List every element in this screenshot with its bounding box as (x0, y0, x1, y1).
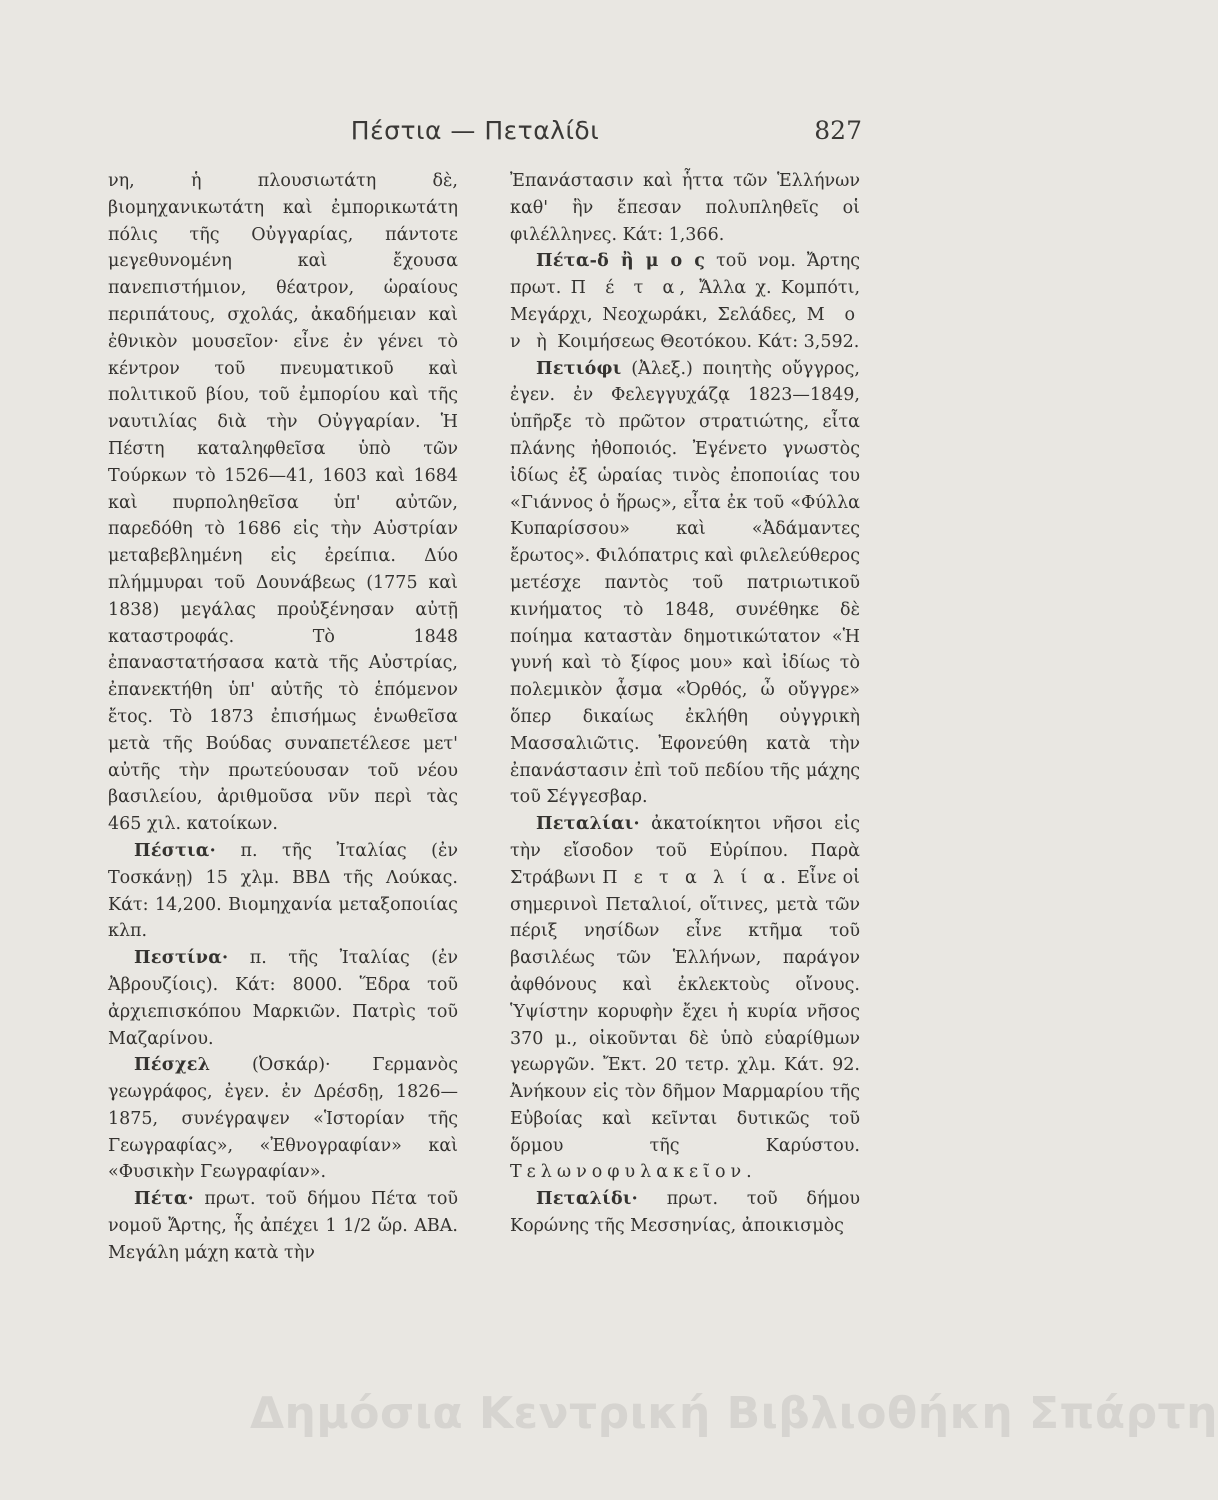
entry-lemma: Πεστίνα· (134, 948, 229, 969)
entry-text: τοῦ νομ. Ἄρτης πρωτ. (510, 251, 860, 299)
entry-text: Κοιμήσεως Θεοτόκου. Κάτ: 3,592. (551, 331, 860, 352)
entry-lemma: Πέτα· (134, 1189, 194, 1210)
spaced-text: Μ ο ν ὴ (510, 304, 860, 352)
entry-petaliai (510, 811, 860, 1186)
entry-petofi (510, 356, 860, 812)
entry-lemma: Πετιόφι (536, 358, 622, 379)
continuation-paragraph: Ἐπανάστασιν καὶ ἧττα τῶν Ἑλλήνων καθ' ἣν ἔπεσαν πολυπληθεῖς οἱ φιλέλληνες. Κάτ: 1,366. (510, 171, 860, 245)
entry-pestina (108, 945, 458, 1052)
spaced-text: Π ε τ α λ ί α. (602, 867, 791, 888)
continuation-paragraph: νη, ἡ πλουσιωτάτη δὲ, βιομηχανικωτάτη καὶ ἐμπορικωτάτη πόλις τῆς Οὐγγαρίας, πάντοτε μεγεθυνομένη καὶ ἔχουσα πανεπιστήμιον, θέατρον, ὡραίους περιπάτους, σχολάς, ἀκαδήμειαν καὶ ἐθνικὸν μουσεῖον· εἶνε ἐν γένει τὸ κέντρον τοῦ πνευματικοῦ καὶ πολιτικοῦ βίου, τοῦ ἐμπορίου καὶ τῆς ναυτιλίας διὰ τὴν Οὐγγαρίαν. Ἡ Πέστη καταληφθεῖσα ὑπὸ τῶν Τούρκων τὸ 1526—41, 1603 καὶ 1684 καὶ πυρποληθεῖσα ὑπ' αὐτῶν, παρεδόθη τὸ 1686 εἰς τὴν Αὐστρίαν μεταβεβλημένη εἰς ἐρείπια. Δύο πλήμμυραι τοῦ Δουνάβεως (1775 καὶ 1838) μεγάλας προὐξένησαν αὐτῇ καταστροφάς. Τὸ 1848 ἐπαναστατήσασα κατὰ τῆς Αὐστρίας, ἐπανεκτήθη ὑπ' αὐτῆς τὸ ἑπόμενον ἔτος. Τὸ 1873 ἐπισήμως ἑνωθεῖσα μετὰ τῆς Βούδας συναπετέλεσε μετ' αὐτῆς τὴν πρωτεύουσαν τοῦ νέου βασιλείου, ἀριθμοῦσα νῦν περὶ τὰς 465 χιλ. κατοίκων. (108, 171, 458, 835)
entry-peschel (108, 1052, 458, 1186)
page-number: 827 (814, 116, 862, 145)
entry-text: Ἄλλα χ. Κομπότι, Μεγάρχι, Νεοχωράκι, Σελάδες, (510, 278, 861, 325)
entry-text: πρωτ. τοῦ δήμου Πέτα τοῦ νομοῦ Ἄρτης, ἧς ἀπέχει 1 1/2 ὥρ. ΑΒΑ. Μεγάλη μάχη κατὰ τὴν (108, 1189, 458, 1263)
running-title: Πέστια — Πεταλίδι (350, 116, 600, 145)
spaced-text: Τελωνοφυλακεῖον. (510, 1162, 757, 1183)
entry-lemma: Πέτα-δ ἢ μ ο ς (536, 251, 706, 272)
entry-peta-dimos (510, 248, 860, 355)
entry-lemma: Πεταλίαι· (536, 814, 640, 835)
right-column (510, 168, 860, 1240)
entry-pestia (108, 838, 458, 945)
page-header (100, 116, 862, 156)
left-column (108, 168, 458, 1267)
entry-lemma: Πέστια· (134, 840, 216, 861)
entry-lemma: Πεταλίδι· (536, 1189, 639, 1210)
entry-text: Εἶνε οἱ σημερινοὶ Πεταλιοί, οἵτινες, μετὰ τῶν πέριξ νησίδων εἶνε κτῆμα τοῦ βασιλέως τῶν Ἑλλήνων, παράγον ἀφθόνους καὶ ἐκλεκτοὺς οἴνους. Ὑψίστην κορυφὴν ἔχει ἡ κυρία νῆσος 370 μ., οἰκοῦνται δὲ ὑπὸ εὐαρίθμων γεωργῶν. Ἔκτ. 20 τετρ. χλμ. Κάτ. 92. Ἀνήκουν εἰς τὸν δῆμον Μαρμαρίου τῆς Εὐβοίας καὶ κεῖνται δυτικῶς τοῦ ὅρμου τῆς Καρύστου. (510, 867, 860, 1156)
entry-text: πρωτ. τοῦ δήμου Κορώνης τῆς Μεσσηνίας, ἀποικισμὸς (510, 1189, 860, 1237)
entry-text: (Ὀσκάρ)· Γερμανὸς γεωγράφος, ἐγεν. ἐν Δρέσδῃ, 1826—1875, συνέγραψεν «Ἱστορίαν τῆς Γεωγραφίας», «Ἐθνογραφίαν» καὶ «Φυσικὴν Γεωγραφίαν». (108, 1055, 458, 1183)
entry-text: ἀκατοίκητοι νῆσοι εἰς τὴν εἴσοδον τοῦ Εὐρίπου. Παρὰ Στράβωνι (510, 814, 860, 888)
spaced-text: Π έ τ α, (570, 278, 690, 299)
entry-petalidi (510, 1186, 860, 1240)
entry-text: (Ἀλεξ.) ποιητὴς οὔγγρος, ἐγεν. ἐν Φελεγγυχάζᾳ 1823—1849, ὑπῆρξε τὸ πρῶτον στρατιώτης, εἶτα πλάνης ἠθοποιός. Ἐγένετο γνωστὸς ἰδίως ἐξ ὡραίας τινὸς ἐποποιίας του «Γιάννος ὁ ἥρως», εἶτα ἐκ τοῦ «Φύλλα Κυπαρίσσου» καὶ «Ἀδάμαντες ἔρωτος». Φιλόπατρις καὶ φιλελεύθερος μετέσχε παντὸς τοῦ πατριωτικοῦ κινήματος τὸ 1848, συνέθηκε δὲ ποίημα καταστὰν δημοτικώτατον «Ἡ γυνή καὶ τὸ ξίφος μου» καὶ ἰδίως τὸ πολεμικὸν ᾆσμα «Ὀρθός, ὦ οὔγγρε» ὅπερ δικαίως ἐκλήθη οὐγγρικὴ Μασσαλιῶτις. Ἐφονεύθη κατὰ τὴν ἐπανάστασιν ἐπὶ τοῦ πεδίου τῆς μάχης τοῦ Σέγγεσβαρ. (510, 358, 860, 808)
entry-peta (108, 1186, 458, 1266)
library-watermark: Δημόσια Κεντρική Βιβλιοθήκη Σπάρτη (250, 1388, 1218, 1439)
entry-lemma: Πέσχελ (134, 1055, 211, 1076)
entry-text: π. τῆς Ἰταλίας (ἐν Τοσκάνῃ) 15 χλμ. ΒΒΔ τῆς Λούκας. Κάτ: 14,200. Βιομηχανία μεταξοποιίας κλπ. (108, 840, 458, 942)
entry-text: π. τῆς Ἰταλίας (ἐν Ἀβρουζίοις). Κάτ: 8000. Ἕδρα τοῦ ἀρχιεπισκόπου Μαρκιῶν. Πατρὶς τοῦ Μαζαρίνου. (108, 948, 458, 1049)
